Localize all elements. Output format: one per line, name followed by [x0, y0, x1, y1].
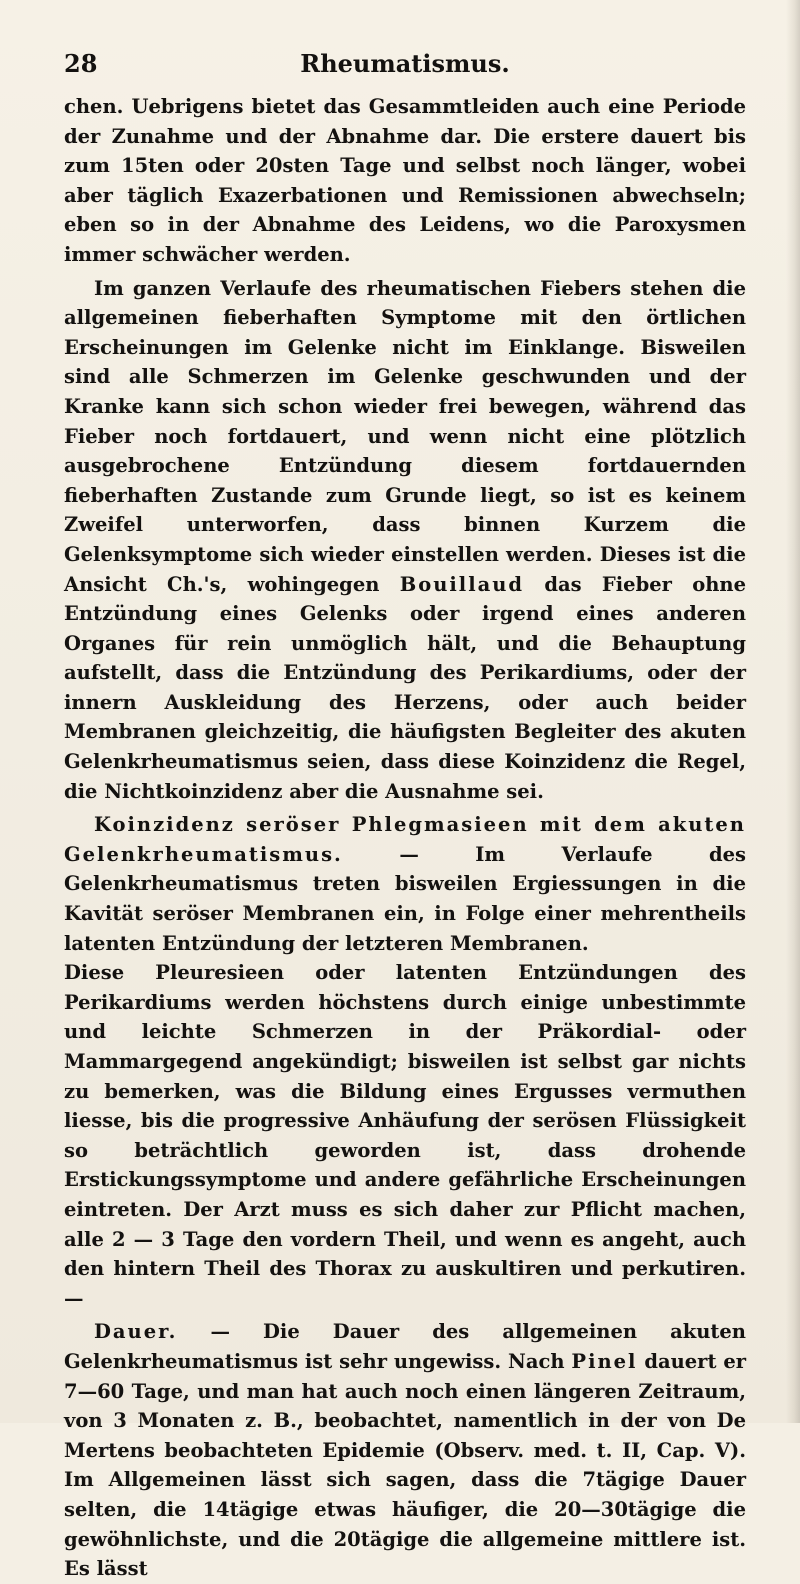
- page-edge-shadow: [786, 0, 800, 1423]
- author-name-pinel: Pinel: [571, 1349, 638, 1373]
- page-number: 28: [64, 49, 98, 78]
- paragraph-3: [64, 810, 746, 958]
- body-text: [64, 92, 746, 1584]
- section-heading-dauer: Dauer.: [94, 1320, 178, 1344]
- section-heading-koinzidenz: Koinzidenz seröser Phlegmasieen mit dem akuten Gelenkrheumatismus.: [64, 813, 746, 866]
- paragraph-1-text: chen. Uebrigens bietet das Gesammtleiden auch eine Periode der Zunahme und der Abnahme dar. Die erstere dauert bis zum 15ten oder 20sten Tage und selbst noch länger, wobei aber täglich Exazerbationen und Remissionen abwechseln; eben so in der Abnahme des Leidens, wo die Paroxysmen immer schwächer werden.: [64, 95, 746, 266]
- page-header: [64, 48, 746, 82]
- paragraph-2: [64, 274, 746, 807]
- paragraph-5: [64, 1317, 746, 1583]
- paragraph-4-text: Diese Pleuresieen oder latenten Entzündungen des Perikardiums werden höchstens durch einige unbestimmte und leichte Schmerzen in der Präkordial- oder Mammargegend angekündigt; bisweilen ist selbst gar nichts zu bemerken, was die Bildung eines Ergusses vermuthen liesse, bis die progressive Anhäufung der serösen Flüssigkeit so beträchtlich geworden ist, dass drohende Erstickungssymptome und andere gefährliche Erscheinungen eintreten. Der Arzt muss es sich daher zur Pflicht machen, alle 2 — 3 Tage den vordern Theil, und wenn es angeht, auch den hintern Theil des Thorax zu auskultiren und perkutiren. —: [64, 961, 746, 1310]
- running-title: Rheumatismus.: [300, 49, 510, 78]
- paragraph-4: [64, 958, 746, 1313]
- paragraph-2-text-continued: das Fieber ohne Entzündung eines Gelenks oder irgend eines anderen Organes für rein unmöglich hält, und die Behauptung aufstellt, dass die Entzündung des Perikardiums, oder der innern Auskleidung des Herzens, oder auch beider Membranen gleichzeitig, die häufigsten Begleiter des akuten Gelenkrheumatismus seien, dass diese Koinzidenz die Regel, die Nichtkoinzidenz aber die Ausnahme sei.: [64, 572, 746, 803]
- paragraph-5-text: — Die Dauer des allgemeinen akuten Gelenkrheumatismus ist sehr ungewiss. Nach: [64, 1320, 746, 1373]
- author-name-bouillaud: Bouillaud: [399, 572, 525, 596]
- paragraph-1: [64, 92, 746, 270]
- paragraph-5-text-continued: dauert er 7—60 Tage, und man hat auch noch einen längeren Zeitraum, von 3 Monaten z. B., beobachtet, namentlich in der von De Mertens beobachteten Epidemie (Observ. med. t. II, Cap. V). Im Allgemeinen lässt sich sagen, dass die 7tägige Dauer selten, die 14tägige etwas häufiger, die 20—30tägige die gewöhnlichste, und die 20tägige die allgemeine mittlere ist. Es lässt: [64, 1349, 746, 1581]
- paragraph-2-text: Im ganzen Verlaufe des rheumatischen Fiebers stehen die allgemeinen fieberhaften Symptome mit den örtlichen Erscheinungen im Gelenke nicht im Einklange. Bisweilen sind alle Schmerzen im Gelenke geschwunden und der Kranke kann sich schon wieder frei bewegen, während das Fieber noch fortdauert, und wenn nicht eine plötzlich ausgebrochene Entzündung diesem fortdauernden fieberhaften Zustande zum Grunde liegt, so ist es keinem Zweifel unterworfen, dass binnen Kurzem die Gelenksymptome sich wieder einstellen werden. Dieses ist die Ansicht Ch.'s, wohingegen: [64, 276, 746, 596]
- paragraph-3-text: — Im Verlaufe des Gelenkrheumatismus treten bisweilen Ergiessungen in die Kavität seröser Membranen ein, in Folge einer mehrentheils latenten Entzündung der letzteren Membranen.: [64, 842, 746, 955]
